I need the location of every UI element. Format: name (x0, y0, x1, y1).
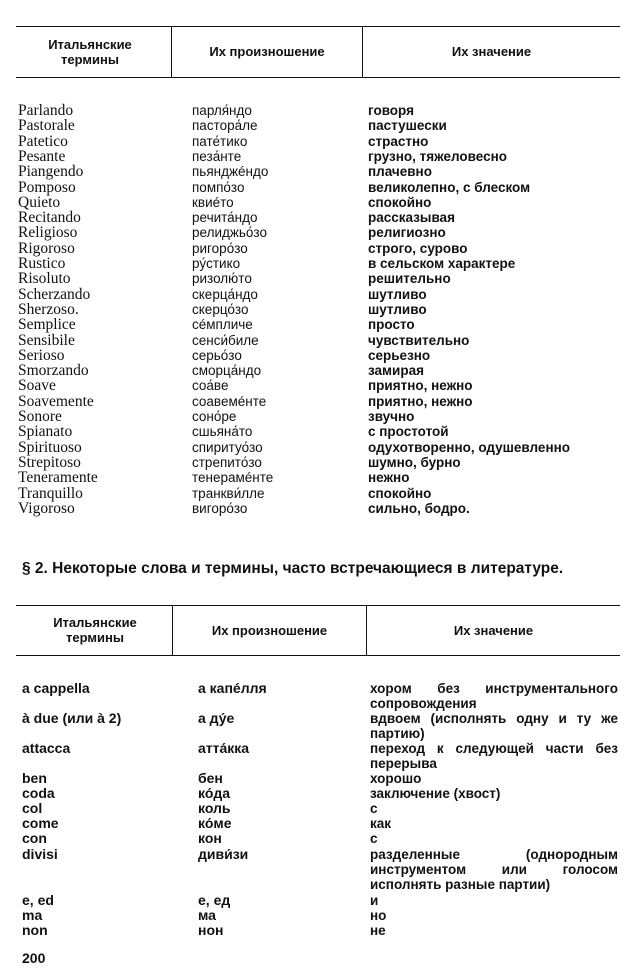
pronunciation: а ду́е (198, 710, 235, 726)
meaning: серьезно (368, 347, 431, 363)
table2-top-rule (16, 605, 620, 606)
pronunciation: пьянджéндо (192, 164, 269, 180)
pronunciation: ру́стико (192, 256, 241, 271)
table1-header-meaning: Их значение (451, 44, 532, 59)
term: ma (22, 907, 43, 923)
meaning: с простотой (368, 424, 449, 440)
pronunciation: ко́да (198, 785, 231, 801)
pronunciation: нон (198, 922, 224, 938)
meaning: не (370, 923, 386, 938)
meaning: одухотворенно, одушевленно (368, 439, 570, 455)
table1-top-rule (16, 26, 620, 27)
term: a cappella (22, 680, 90, 696)
term: Strepitoso (18, 453, 81, 471)
meaning: говоря (368, 103, 415, 118)
pronunciation: релиджьо́зо (192, 225, 267, 241)
pronunciation: квиéто (192, 194, 234, 210)
meaning: в сельском характере (368, 256, 516, 271)
pronunciation: пеза́нте (192, 148, 242, 164)
term: Parlando (18, 102, 74, 119)
meaning: хорошо (370, 771, 422, 786)
term: Sensibile (18, 331, 75, 349)
meaning: просто (368, 317, 415, 333)
term: Soavemente (18, 392, 94, 410)
meaning: решительно (368, 271, 451, 287)
term: Scherzando (18, 285, 91, 303)
meaning: грузно, тяжеловесно (368, 148, 508, 164)
term: col (22, 800, 43, 816)
term: Tranquillo (18, 484, 83, 502)
meaning: плачевно (368, 164, 432, 180)
meaning: замирая (368, 363, 424, 379)
meaning: с (370, 801, 378, 816)
table2-header-meaning: Их значение (453, 623, 534, 638)
pronunciation: скерца́ндо (192, 286, 258, 302)
pronunciation: скерцо́зо (192, 301, 249, 317)
term: Serioso (18, 346, 65, 364)
term: non (22, 922, 48, 938)
meaning: разделенные (однородным инструментом или голосом исполнять разные партии) (370, 847, 618, 892)
term: Teneramente (18, 469, 98, 487)
term: Spianato (18, 423, 73, 441)
term: Smorzando (18, 362, 89, 380)
meaning: шумно, бурно (368, 454, 461, 470)
pronunciation: ма (198, 907, 216, 923)
pronunciation: ригоро́зо (192, 240, 248, 256)
term: con (22, 830, 47, 846)
meaning: как (370, 816, 392, 831)
term: Pesante (18, 147, 66, 165)
term: Rustico (18, 255, 66, 272)
pronunciation: коль (198, 800, 231, 816)
term: ben (22, 770, 47, 786)
meaning: и (370, 893, 379, 908)
table2-header-term: Итальянские термины (53, 615, 137, 645)
term: Spirituoso (18, 438, 82, 456)
meaning: великолепно, с блеском (368, 179, 531, 195)
term: Quieto (18, 193, 61, 211)
page-number: 200 (22, 950, 46, 966)
term: Patetico (18, 132, 68, 150)
meaning: шутливо (368, 301, 427, 317)
term: attacca (22, 740, 71, 756)
pronunciation: сшьяна́то (192, 424, 253, 440)
term: Piangendo (18, 163, 84, 181)
pronunciation: пастора́ле (192, 118, 258, 134)
meaning: страстно (368, 133, 429, 149)
pronunciation: спиритуо́зо (192, 439, 263, 455)
pronunciation: соно́ре (192, 409, 237, 424)
meaning: с (370, 831, 378, 846)
pronunciation: ко́ме (198, 815, 232, 831)
table1-header-term: Итальянские термины (48, 37, 132, 67)
term: Recitando (18, 209, 81, 227)
pronunciation: транкви́лле (192, 485, 265, 501)
pronunciation: стрепито́зо (192, 454, 262, 470)
term: Pastorale (18, 117, 75, 135)
term: Vigoroso (18, 499, 75, 517)
meaning: нежно (368, 470, 410, 486)
term: e, ed (22, 892, 54, 908)
pronunciation: серьо́зо (192, 347, 242, 363)
pronunciation: соа́ве (192, 378, 229, 394)
meaning: приятно, нежно (368, 378, 473, 394)
pronunciation: сморца́ндо (192, 363, 262, 379)
meaning: приятно, нежно (368, 393, 473, 409)
meaning: шутливо (368, 286, 427, 302)
table1-header-pronunciation: Их произношение (209, 44, 325, 59)
term: divisi (22, 846, 58, 862)
pronunciation: атта́кка (198, 740, 250, 756)
pronunciation: помпо́зо (192, 179, 245, 195)
meaning: строго, сурово (368, 240, 468, 256)
table2-header-rule (16, 655, 620, 656)
pronunciation: парля́ндо (192, 103, 252, 118)
pronunciation: диви́зи (198, 846, 249, 862)
meaning: звучно (368, 409, 415, 424)
term: Rigoroso (18, 239, 75, 257)
pronunciation: бен (198, 770, 223, 786)
term: Pomposo (18, 178, 76, 196)
meaning: но (370, 908, 387, 923)
term: Sonore (18, 408, 62, 425)
term: Sherzoso. (18, 300, 79, 318)
meaning: заключение (хвост) (370, 786, 501, 801)
pronunciation: кон (198, 830, 222, 846)
pronunciation: вигоро́зо (192, 500, 248, 516)
pronunciation: речита́ндо (192, 210, 258, 226)
meaning: спокойно (368, 194, 432, 210)
meaning: переход к следующей части без перерыва (370, 741, 618, 771)
pronunciation: тенерамéнте (192, 470, 274, 486)
pronunciation: пате́тико (192, 133, 248, 149)
meaning: рассказывая (368, 210, 455, 226)
term: Risoluto (18, 270, 71, 288)
meaning: хором без инструментального сопровождения (370, 681, 618, 711)
meaning: вдвоем (исполнять одну и ту же партию) (370, 711, 618, 741)
section-title: § 2. Некоторые слова и термины, часто встречающиеся в литературе. (22, 560, 564, 577)
pronunciation: ризолю́то (192, 271, 252, 287)
table1-header-rule (16, 77, 620, 78)
term: Soave (18, 377, 56, 395)
term: à due (или à 2) (22, 710, 122, 726)
term: coda (22, 785, 55, 801)
table2-header-pronunciation: Их произношение (211, 623, 328, 638)
term: Religioso (18, 224, 78, 242)
pronunciation: е, ед (198, 892, 231, 908)
term: come (22, 815, 59, 831)
pronunciation: а капéлля (198, 680, 267, 696)
meaning: спокойно (368, 485, 432, 501)
meaning: пастушески (368, 118, 447, 134)
meaning: религиозно (368, 225, 446, 241)
pronunciation: сéмпличе (192, 317, 253, 333)
term: Semplice (18, 316, 76, 334)
pronunciation: соавемéнте (192, 393, 267, 409)
meaning: чувствительно (368, 332, 470, 348)
pronunciation: сенси́биле (192, 332, 259, 348)
meaning: сильно, бодро. (368, 500, 470, 516)
